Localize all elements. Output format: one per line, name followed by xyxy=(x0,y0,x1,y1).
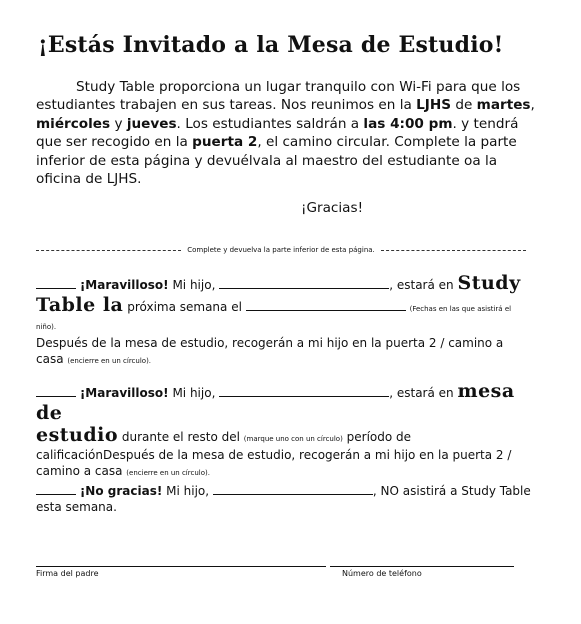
phone-number-label: Número de teléfono xyxy=(342,569,422,578)
option-my-child: Mi hijo, xyxy=(172,386,216,400)
intro-text: . Los estudiantes saldrán a xyxy=(176,115,364,132)
intro-text: , el camino circular. Complete la parte inferior de esta página y devuélvala al maestro del estudiante oa la oficina de LJHS. xyxy=(36,134,517,188)
dashed-line xyxy=(381,250,526,251)
option-exclaim: ¡Maravilloso! xyxy=(79,278,169,292)
option-exclaim: ¡Maravilloso! xyxy=(79,386,169,400)
intro-text: , xyxy=(530,97,535,114)
intro-gate: puerta 2 xyxy=(192,134,258,151)
dashed-line xyxy=(36,250,181,251)
thanks-text: ¡Gracias! xyxy=(301,200,364,216)
intro-day-tuesday: martes xyxy=(476,97,531,114)
intro-time: las 4:00 pm xyxy=(363,115,453,132)
intro-paragraph xyxy=(36,78,536,188)
page-title: ¡Estás Invitado a la Mesa de Estudio! xyxy=(38,32,504,58)
child-name-field[interactable] xyxy=(213,482,373,495)
parent-signature-label: Firma del padre xyxy=(36,569,99,578)
option-highlight: Study Table la xyxy=(36,272,521,316)
option-will-be: , estará en xyxy=(389,386,454,400)
option-will-be: , estará en xyxy=(389,278,454,292)
circle-note: (encierre en un círculo). xyxy=(67,357,152,365)
intro-text: Study Table proporciona un lugar tranquilo con Wi-Fi para que los estudiantes trabajen en sus tareas. Nos reunimos en la xyxy=(36,79,521,114)
option-next-week xyxy=(36,272,531,369)
option-rest-text: durante el resto del xyxy=(121,430,240,444)
option-rest-of-period xyxy=(36,380,531,481)
phone-number-line[interactable] xyxy=(330,566,514,567)
intro-text: . y tendrá que ser recogido en la xyxy=(36,115,519,151)
dates-field[interactable] xyxy=(246,298,406,311)
option-no-thanks-label: ¡No gracias! xyxy=(79,484,163,498)
period-text: período de calificaciónDespués de la mesa de estudio, recogerán a mi hijo en la puerta 2 / camino a casa xyxy=(36,430,512,478)
cut-line xyxy=(36,242,526,258)
option-my-child: Mi hijo, xyxy=(172,278,216,292)
intro-day-thursday: jueves xyxy=(126,115,177,132)
cut-instruction: Complete y devuelva la parte inferior de esta página. xyxy=(187,246,375,254)
option-wont-attend: , NO asistirá a Study Table esta semana. xyxy=(36,484,531,514)
child-name-field[interactable] xyxy=(219,384,389,397)
checkbox-line-next-week[interactable] xyxy=(36,276,76,289)
option-my-child: Mi hijo, xyxy=(166,484,210,498)
intro-day-wednesday: miércoles xyxy=(36,115,111,132)
intro-text: y xyxy=(110,115,127,132)
checkbox-line-no-thanks[interactable] xyxy=(36,482,76,495)
intro-text: de xyxy=(451,97,477,114)
child-name-field[interactable] xyxy=(219,276,389,289)
intro-school: LJHS xyxy=(416,97,452,114)
dates-note: (Fechas en las que asistirá el niño). xyxy=(36,305,512,331)
option-highlight: mesa de xyxy=(36,380,515,424)
parent-signature-line[interactable] xyxy=(36,566,326,567)
option-no-thanks xyxy=(36,482,531,515)
mark-note: (marque uno con un círculo) xyxy=(243,435,343,443)
checkbox-line-rest-of-period[interactable] xyxy=(36,384,76,397)
pickup-text: Después de la mesa de estudio, recogerán a mi hijo en la puerta 2 / camino a casa xyxy=(36,336,504,366)
circle-note: (encierre en un círculo). xyxy=(126,469,210,477)
option-highlight: estudio xyxy=(36,424,119,446)
option-next-week-text: próxima semana el xyxy=(127,300,242,314)
